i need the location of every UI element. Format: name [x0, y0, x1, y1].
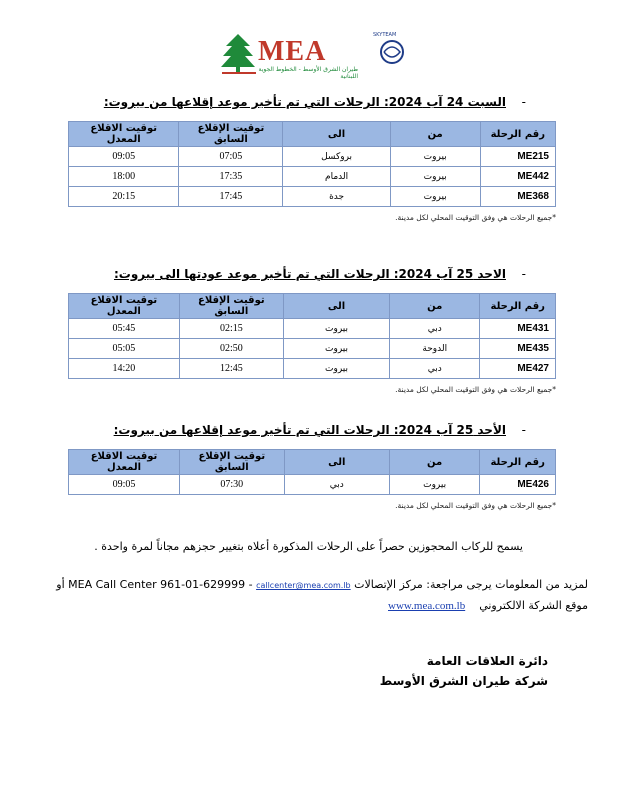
skyteam-label: SKYTEAM — [373, 32, 397, 38]
website-line — [48, 599, 588, 612]
section-title: - الأحد 25 آب 2024: الرحلات التي تم تأخير موعد إقلاعها من بيروت: — [113, 423, 526, 437]
flight-number: ME435 — [480, 339, 556, 359]
flight-number: ME431 — [480, 319, 556, 339]
section-departures-25 — [66, 423, 556, 510]
to-city: بيروت — [283, 339, 389, 359]
to-city: الدمام — [283, 167, 390, 187]
flight-number: ME368 — [480, 187, 555, 207]
from-city: بيروت — [390, 147, 480, 167]
local-time-note: *جميع الرحلات هي وفق التوقيت المحلي لكل مدينة. — [395, 213, 556, 222]
previous-time: 02:15 — [179, 319, 283, 339]
flight-number: ME427 — [480, 359, 556, 379]
header-flight-number: رقم الرحلة — [480, 450, 556, 475]
mea-logo — [220, 30, 410, 80]
website-label: موقع الشركة الالكتروني — [479, 599, 588, 612]
contact-or: أو — [56, 578, 65, 591]
new-time: 09:05 — [69, 475, 180, 495]
from-city: بيروت — [390, 167, 480, 187]
rebooking-paragraph: يسمح للركاب المحجوزين حصراً على الرحلات المذكورة أعلاه بتغيير حجزهم مجاناً لمرة واحدة . — [94, 540, 523, 553]
table-row — [69, 167, 556, 187]
email-link[interactable]: callcenter@mea.com.lb — [256, 581, 351, 590]
header-previous-time: توقيت الإقلاع السابق — [179, 294, 283, 319]
previous-time: 17:35 — [179, 167, 283, 187]
table-row — [69, 339, 556, 359]
section-returns-25 — [66, 267, 556, 394]
header-new-time: توقيت الاقلاع المعدل — [69, 122, 179, 147]
new-time: 05:05 — [69, 339, 180, 359]
new-time: 09:05 — [69, 147, 179, 167]
from-city: دبي — [390, 359, 480, 379]
to-city: بيروت — [283, 359, 389, 379]
header-from: من — [390, 294, 480, 319]
previous-time: 12:45 — [179, 359, 283, 379]
new-time: 18:00 — [69, 167, 179, 187]
signature-company: شركة طيران الشرق الأوسط — [379, 674, 548, 688]
header-new-time: توقيت الاقلاع المعدل — [69, 450, 180, 475]
header-flight-number: رقم الرحلة — [480, 294, 556, 319]
previous-time: 07:05 — [179, 147, 283, 167]
new-time: 20:15 — [69, 187, 179, 207]
table-header-row — [69, 450, 556, 475]
header-to: الى — [283, 122, 390, 147]
new-time: 14:20 — [69, 359, 180, 379]
section-title: - الاحد 25 آب 2024: الرحلات التي تم تأخير موعد عودتها الى بيروت: — [113, 267, 526, 281]
previous-time: 07:30 — [180, 475, 285, 495]
flight-number: ME442 — [480, 167, 555, 187]
table-row — [69, 187, 556, 207]
to-city: جدة — [283, 187, 390, 207]
new-time: 05:45 — [69, 319, 180, 339]
flights-table — [68, 293, 556, 379]
previous-time: 02:50 — [179, 339, 283, 359]
to-city: بروكسل — [283, 147, 390, 167]
website-link[interactable]: www.mea.com.lb — [388, 600, 466, 612]
table-row — [69, 475, 556, 495]
header-to: الى — [283, 294, 389, 319]
logo-subtitle: طيران الشرق الأوسط - الخطوط الجوية اللبنانية — [258, 66, 358, 80]
to-city: بيروت — [283, 319, 389, 339]
from-city: بيروت — [390, 187, 480, 207]
table-row — [69, 359, 556, 379]
flights-table — [68, 449, 556, 495]
to-city: دبي — [284, 475, 389, 495]
flight-number: ME426 — [480, 475, 556, 495]
contact-paragraph — [48, 578, 588, 591]
section-title: - السبت 24 آب 2024: الرحلات التي تم تأخير موعد إقلاعها من بيروت: — [103, 95, 526, 109]
section-departures-24 — [66, 95, 556, 222]
flight-number: ME215 — [480, 147, 555, 167]
header-previous-time: توقيت الإقلاع السابق — [180, 450, 285, 475]
logo-text: MEA — [258, 36, 327, 67]
table-header-row — [69, 122, 556, 147]
local-time-note: *جميع الرحلات هي وفق التوقيت المحلي لكل مدينة. — [395, 501, 556, 510]
table-row — [69, 319, 556, 339]
flights-table — [68, 121, 556, 207]
from-city: دبي — [390, 319, 480, 339]
previous-time: 17:45 — [179, 187, 283, 207]
header-new-time: توقيت الاقلاع المعدل — [69, 294, 180, 319]
contact-prefix: لمزيد من المعلومات يرجى مراجعة: مركز الإتصالات MEA Call Center 961-01-629999 - — [68, 578, 588, 591]
header-from: من — [389, 450, 479, 475]
signature-department: دائرة العلاقات العامة — [426, 654, 548, 668]
table-row — [69, 147, 556, 167]
header-from: من — [390, 122, 480, 147]
table-header-row — [69, 294, 556, 319]
header-previous-time: توقيت الإقلاع السابق — [179, 122, 283, 147]
from-city: بيروت — [389, 475, 479, 495]
header-to: الى — [284, 450, 389, 475]
header-flight-number: رقم الرحلة — [480, 122, 555, 147]
from-city: الدوحة — [390, 339, 480, 359]
local-time-note: *جميع الرحلات هي وفق التوقيت المحلي لكل مدينة. — [395, 385, 556, 394]
